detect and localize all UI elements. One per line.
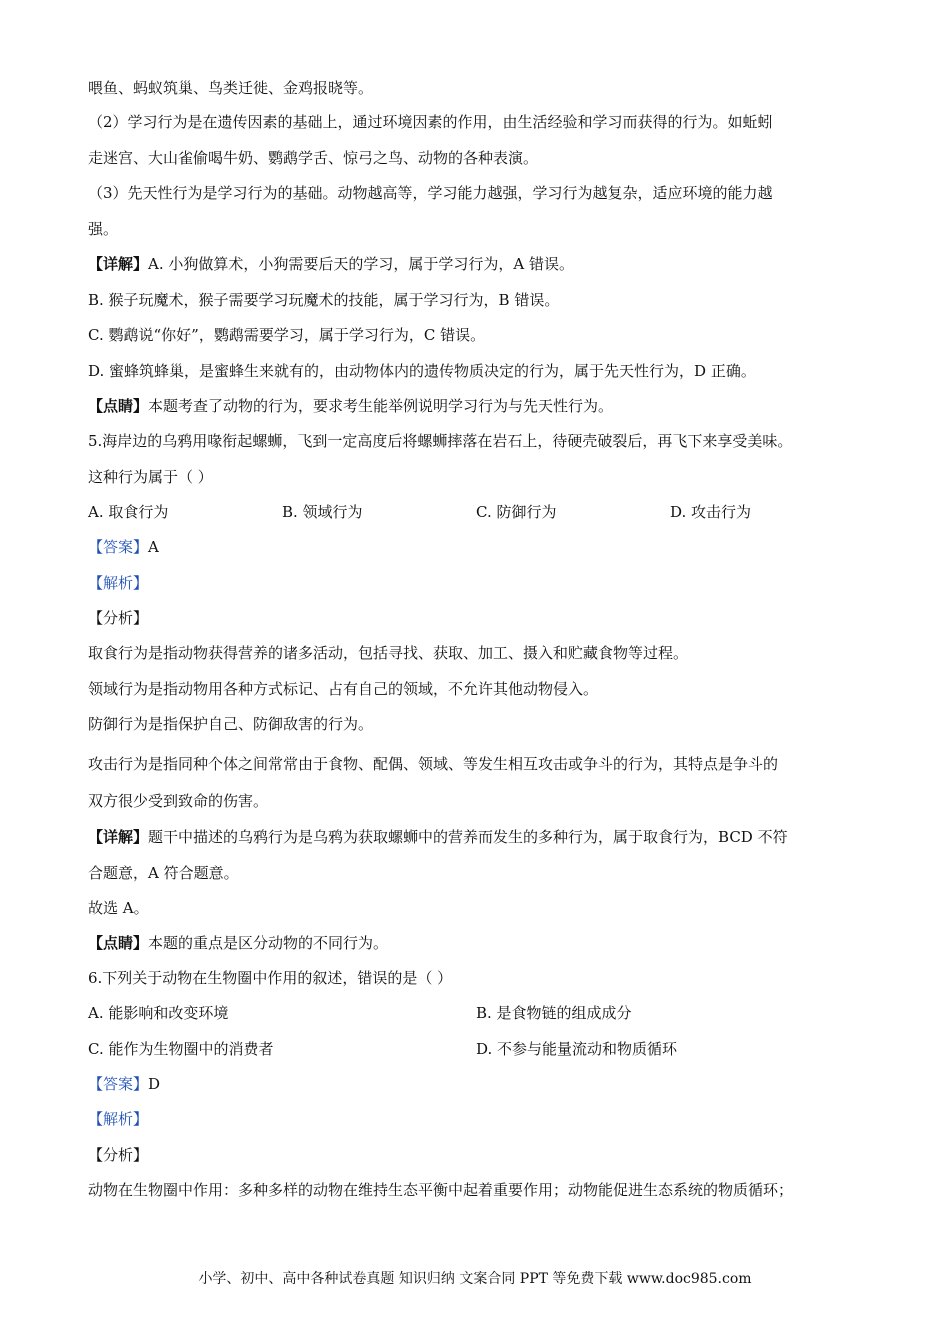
text-line: （3）先天性行为是学习行为的基础。动物越高等，学习能力越强，学习行为越复杂，适应环境的能力越 [88,184,773,202]
text-line: 攻击行为是指同种个体之间常常由于食物、配偶、领域、等发生相互攻击或争斗的行为，其特点是争斗的 [88,755,779,773]
q5-option-a: A. 取食行为 [88,503,169,521]
note-line [88,396,613,416]
detail-text: 题干中描述的乌鸦行为是乌鸦为获取螺蛳中的营养而发生的多种行为，属于取食行为，BCD 不符 [148,828,788,846]
q5-note [88,933,388,953]
text-line: 防御行为是指保护自己、防御敌害的行为。 [88,715,374,733]
text-line: 强。 [88,220,119,238]
question-5-stem: 5.海岸边的乌鸦用喙衔起螺蛳，飞到一定高度后将螺蛳摔落在岩石上，待硬壳破裂后，再飞下来享受美味。 [88,432,793,450]
note-text: 本题的重点是区分动物的不同行为。 [148,934,389,952]
detail-text: A. 小狗做算术，小狗需要后天的学习，属于学习行为，A 错误。 [148,255,574,273]
text-line: 喂鱼、蚂蚁筑巢、鸟类迁徙、金鸡报晓等。 [88,79,374,97]
q6-option-c: C. 能作为生物圈中的消费者 [88,1040,274,1058]
text-line: 领域行为是指动物用各种方式标记、占有自己的领域，不允许其他动物侵入。 [88,680,599,698]
text-line: C. 鹦鹉说“你好”，鹦鹉需要学习，属于学习行为，C 错误。 [88,326,486,344]
note-tag: 【点睛】 [88,397,149,415]
text-line: B. 猴子玩魔术，猴子需要学习玩魔术的技能，属于学习行为，B 错误。 [88,291,560,309]
question-6-stem: 6.下列关于动物在生物圈中作用的叙述，错误的是（ ） [88,969,453,987]
text-line: 双方很少受到致命的伤害。 [88,792,269,810]
q5-option-b: B. 领域行为 [282,503,363,521]
q5-analysis-tag: 【解析】 [88,574,149,592]
text-line: （2）学习行为是在遗传因素的基础上，通过环境因素的作用，由生活经验和学习而获得的行为。如蚯蚓 [88,113,773,131]
text-line: 故选 A。 [88,899,149,917]
text-line: 取食行为是指动物获得营养的诸多活动，包括寻找、获取、加工、摄入和贮藏食物等过程。 [88,644,689,662]
page-footer: 小学、初中、高中各种试卷真题 知识归纳 文案合同 PPT 等免费下载 www.doc985.com [198,1271,752,1287]
note-text: 本题考查了动物的行为，要求考生能举例说明学习行为与先天性行为。 [148,397,614,415]
answer-value: D [148,1075,161,1093]
answer-tag: 【答案】 [88,1075,149,1093]
q5-fenxi-tag: 【分析】 [88,609,149,627]
q5-detail [88,827,788,847]
q6-option-b: B. 是食物链的组成成分 [476,1004,632,1022]
detail-tag: 【详解】 [88,828,149,846]
q5-option-d: D. 攻击行为 [670,503,752,521]
q6-analysis-tag: 【解析】 [88,1110,149,1128]
question-5-stem-cont: 这种行为属于（ ） [88,468,213,486]
q6-option-d: D. 不参与能量流动和物质循环 [476,1040,678,1058]
text-line: 动物在生物圈中作用：多种多样的动物在维持生态平衡中起着重要作用；动物能促进生态系统的物质循环； [88,1181,794,1199]
text-line: D. 蜜蜂筑蜂巢，是蜜蜂生来就有的，由动物体内的遗传物质决定的行为，属于先天性行为，D 正确。 [88,362,756,380]
detail-line [88,254,574,274]
answer-tag: 【答案】 [88,538,149,556]
text-line: 合题意，A 符合题意。 [88,864,239,882]
q6-option-a: A. 能影响和改变环境 [88,1004,229,1022]
answer-value: A [148,538,159,556]
q5-option-c: C. 防御行为 [476,503,557,521]
text-line: 走迷宫、大山雀偷喝牛奶、鹦鹉学舌、惊弓之鸟、动物的各种表演。 [88,149,539,167]
note-tag: 【点睛】 [88,934,149,952]
q5-answer [88,537,159,557]
q6-answer [88,1074,160,1094]
detail-tag: 【详解】 [88,255,149,273]
q6-fenxi-tag: 【分析】 [88,1146,149,1164]
